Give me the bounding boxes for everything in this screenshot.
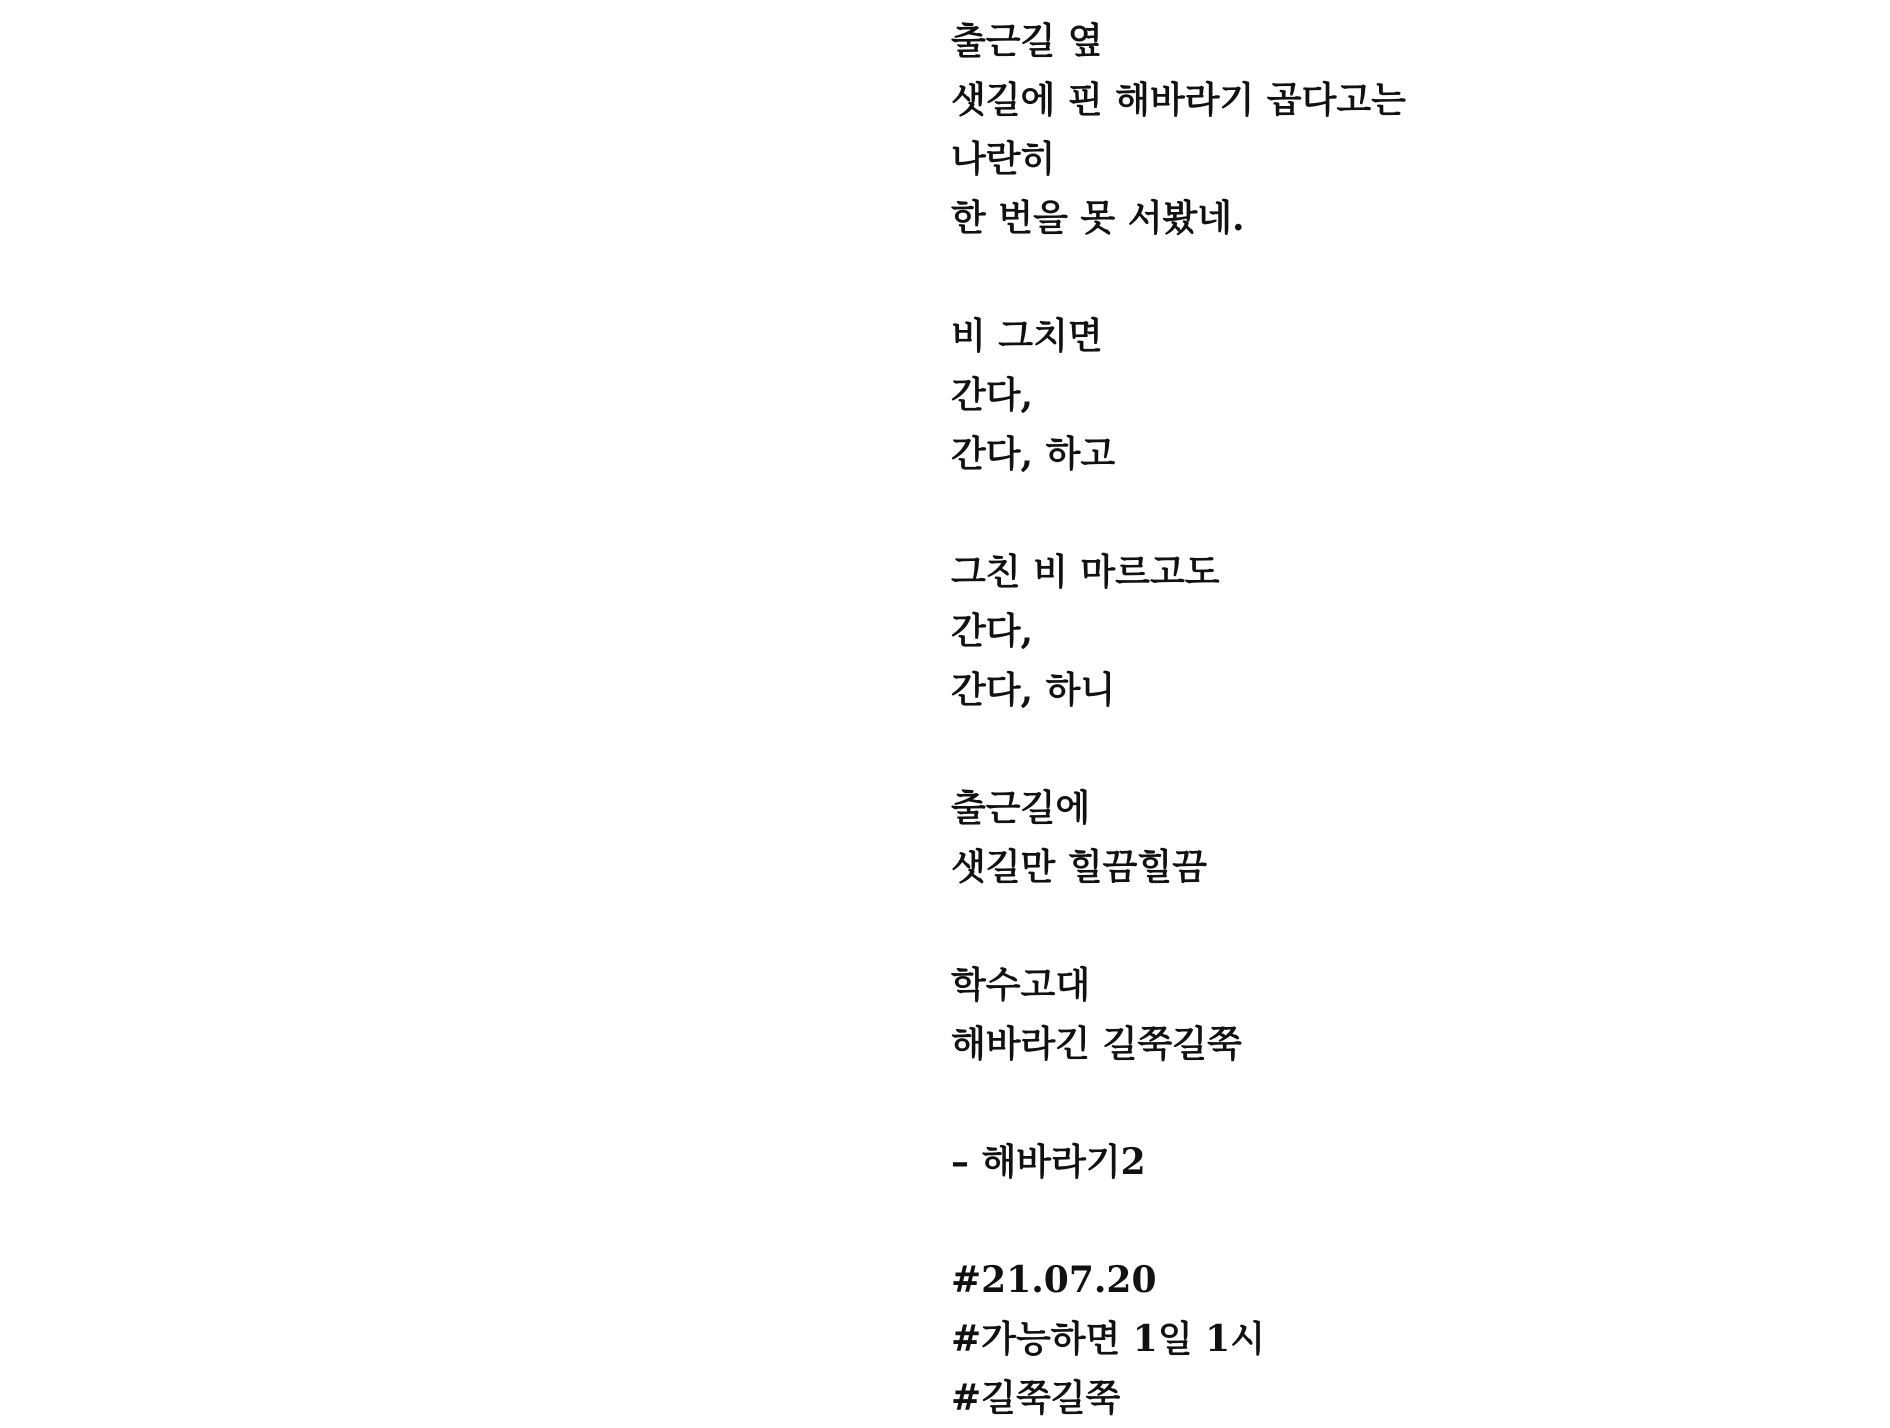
hashtag: #길쭉길쭉 — [951, 1377, 1121, 1419]
stanza-break — [951, 1192, 1406, 1251]
stanza-break — [951, 1074, 1406, 1133]
poem-line: 간다, — [951, 610, 1034, 652]
poem-line: 출근길 옆 — [951, 20, 1103, 62]
poem-body — [951, 12, 1406, 1428]
stanza-break — [951, 720, 1406, 779]
poem-line: 출근길에 — [951, 787, 1091, 829]
stanza-break — [951, 248, 1406, 307]
poem-signature: – 해바라기2 — [951, 1141, 1146, 1183]
poem-line: 간다, — [951, 374, 1034, 416]
poem-line: 그친 비 마르고도 — [951, 551, 1220, 593]
poem-line: 간다, 하고 — [951, 433, 1116, 475]
poem-line: 샛길만 힐끔힐끔 — [951, 846, 1207, 888]
poem-line: 나란히 — [951, 138, 1056, 180]
poem-line: 학수고대 — [951, 964, 1091, 1006]
poem-line: 샛길에 핀 해바라기 곱다고는 — [951, 79, 1406, 121]
poem-line: 비 그치면 — [951, 315, 1103, 357]
stanza-break — [951, 484, 1406, 543]
poem-line: 해바라긴 길쭉길쭉 — [951, 1023, 1242, 1065]
hashtag: #가능하면 1일 1시 — [951, 1318, 1265, 1360]
hashtag: #21.07.20 — [951, 1259, 1157, 1301]
stanza-break — [951, 897, 1406, 956]
poem-line: 간다, 하니 — [951, 669, 1116, 711]
poem-line: 한 번을 못 서봤네. — [951, 197, 1245, 239]
